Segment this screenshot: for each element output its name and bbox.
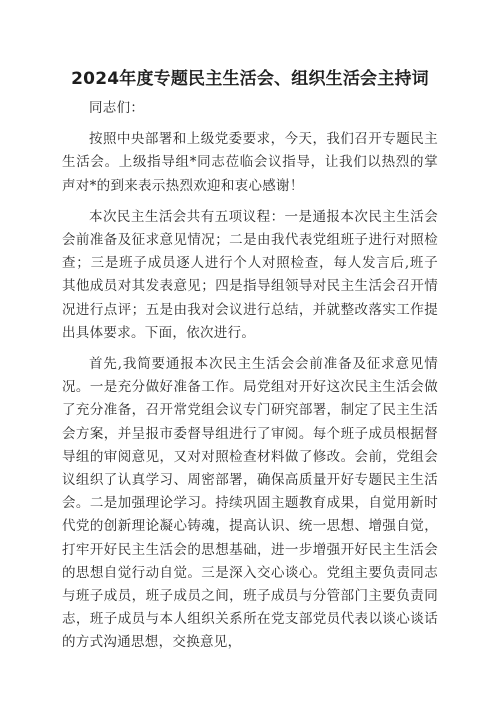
paragraph-opening: 按照中央部署和上级党委要求，今天，我们召开专题民主生活会。上级指导组*同志莅临会议指导，让我们以热烈的掌声对*的到来表示热烈欢迎和衷心感谢！ [62, 131, 438, 194]
greeting-paragraph: 同志们： [89, 100, 145, 116]
paragraph-preparation: 首先,我简要通报本次民主生活会会前准备及征求意见情况。一是充分做好准备工作。局党组对开好这次民主生活会做了充分准备，召开常党组会议专门研究部署，制定了民主生活会方案，并呈报市委督导组进行了审阅。每个班子成员根据督导组的审阅意见，又对对照检查材料做了修改。会前，党组会议组织了认真学习、周密部署，确保高质量开好专题民主生活会。二是加强理论学习。持续巩固主题教育成果，自觉用新时代党的创新理论凝心铸魂，提高认识、统一思想、增强自觉，打牢开好民主生活会的思想基础，进一步增强开好民主生活会的思想自觉行动自觉。三是深入交心谈心。党组主要负责同志与班子成员，班子成员之间，班子成员与分管部门主要负责同志，班子成员与本人组织关系所在党支部党员代表以谈心谈话的方式沟通思想，交换意见， [62, 356, 438, 651]
document-title: 2024年度专题民主生活会、组织生活会主持词 [71, 69, 429, 89]
document-body [62, 97, 438, 655]
paragraph-agenda: 本次民主生活会共有五项议程：一是通报本次民主生活会会前准备及征求意见情况；二是由我代表党组班子进行对照检查；三是班子成员逐人进行个人对照检查，每人发言后,班子其他成员对其发表意见；四是指导组领导对民主生活会召开情况进行点评；五是由我对会议进行总结，并就整改落实工作提出具体要求。下面，依次进行。 [62, 208, 438, 341]
